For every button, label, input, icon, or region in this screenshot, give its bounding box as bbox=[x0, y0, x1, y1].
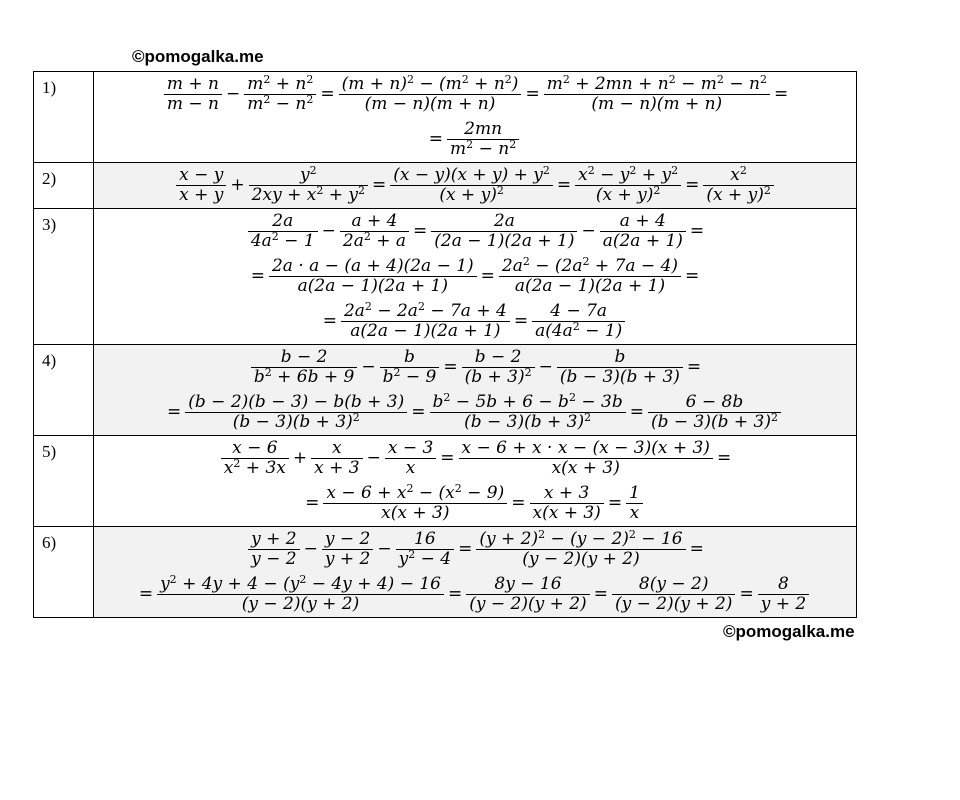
numerator: 8 bbox=[758, 575, 809, 595]
operator: = bbox=[593, 584, 608, 604]
operator: − bbox=[538, 357, 553, 377]
numerator: (b − 2)(b − 3) − b(b + 3) bbox=[185, 393, 407, 413]
operator: = bbox=[629, 402, 644, 422]
numerator: x − 6 bbox=[221, 439, 289, 459]
solution-math bbox=[94, 72, 857, 163]
denominator: y + 2 bbox=[760, 594, 807, 614]
numerator: $x^2$ bbox=[703, 166, 774, 186]
fraction bbox=[340, 212, 409, 251]
denominator: a(2a − 1)(2a + 1) bbox=[514, 276, 666, 296]
fraction bbox=[185, 393, 407, 432]
numerator: $2a^2 - (2a^2 + 7a - 4)$ bbox=[499, 257, 681, 277]
numerator: y − 2 bbox=[322, 530, 373, 550]
fraction bbox=[322, 530, 373, 569]
operator: = bbox=[322, 311, 337, 331]
equation-line bbox=[94, 481, 856, 526]
solution-math bbox=[94, 436, 857, 527]
fraction bbox=[499, 257, 681, 296]
equation-line bbox=[94, 117, 856, 162]
fraction bbox=[221, 439, 289, 478]
denominator: $m^2 - n^2$ bbox=[247, 93, 314, 114]
watermark-bottom: ©pomogalka.me bbox=[723, 622, 855, 641]
solution-math bbox=[94, 527, 857, 618]
denominator: $(b - 3)(b + 3)^2$ bbox=[464, 411, 592, 432]
operator: = bbox=[556, 175, 572, 195]
fraction bbox=[612, 575, 735, 614]
fraction bbox=[164, 75, 222, 114]
operator: = bbox=[250, 266, 265, 286]
fraction bbox=[380, 348, 440, 387]
numerator: a + 4 bbox=[340, 212, 409, 232]
denominator: $a(4a^2 - 1)$ bbox=[535, 320, 623, 341]
numerator: 2mn bbox=[447, 120, 519, 140]
operator: = bbox=[443, 357, 458, 377]
equation-line bbox=[94, 345, 856, 390]
numerator: b − 2 bbox=[462, 348, 535, 368]
denominator: $(x + y)^2$ bbox=[595, 184, 661, 205]
operator: = bbox=[305, 493, 320, 513]
solution-math bbox=[94, 345, 857, 436]
solution-row bbox=[34, 345, 857, 436]
equation-line bbox=[94, 254, 856, 299]
operator: = bbox=[428, 129, 444, 149]
denominator: a(2a + 1) bbox=[602, 231, 683, 251]
denominator: m − n bbox=[166, 94, 219, 114]
fraction bbox=[459, 439, 713, 478]
denominator: (y − 2)(y + 2) bbox=[241, 594, 360, 614]
fraction bbox=[339, 75, 522, 114]
numerator: 2a bbox=[248, 212, 318, 232]
fraction bbox=[758, 575, 809, 614]
denominator: $2xy + x^2 + y^2$ bbox=[251, 184, 365, 205]
solution-math bbox=[94, 163, 857, 209]
operator: − bbox=[225, 84, 241, 104]
numerator: 1 bbox=[626, 484, 643, 504]
fraction bbox=[530, 484, 604, 523]
operator: = bbox=[411, 402, 426, 422]
operator: = bbox=[138, 584, 154, 604]
row-number: 6) bbox=[34, 527, 94, 618]
numerator: $2a^2 - 2a^2 - 7a + 4$ bbox=[341, 302, 510, 322]
fraction bbox=[269, 257, 477, 296]
fraction bbox=[462, 348, 535, 387]
fraction bbox=[385, 439, 436, 478]
denominator: x bbox=[405, 458, 416, 478]
operator: = bbox=[716, 448, 732, 468]
fraction bbox=[557, 348, 683, 387]
equation-line bbox=[94, 527, 856, 572]
numerator: $x^2 - y^2 + y^2$ bbox=[575, 166, 681, 186]
numerator: $x - 6 + x^2 - (x^2 - 9)$ bbox=[323, 484, 507, 504]
operator: = bbox=[511, 493, 526, 513]
denominator: $(x + y)^2$ bbox=[706, 184, 771, 205]
denominator: (y − 2)(y + 2) bbox=[522, 549, 640, 569]
fraction bbox=[244, 75, 316, 114]
fraction bbox=[251, 348, 358, 387]
denominator: a(2a − 1)(2a + 1) bbox=[297, 276, 448, 296]
numerator: 2a bbox=[431, 212, 577, 232]
solution-row bbox=[34, 527, 857, 618]
solution-row bbox=[34, 72, 857, 163]
equation-line bbox=[94, 572, 856, 617]
numerator: 16 bbox=[396, 530, 454, 550]
numerator: $(y + 2)^2 - (y - 2)^2 - 16$ bbox=[476, 530, 685, 550]
equation-line bbox=[94, 299, 856, 344]
operator: = bbox=[320, 84, 335, 104]
operator: = bbox=[686, 357, 702, 377]
denominator: y − 2 bbox=[251, 549, 297, 569]
numerator: $m^2 + 2mn + n^2 - m^2 - n^2$ bbox=[544, 75, 770, 95]
fraction bbox=[626, 484, 643, 523]
denominator: (m − n)(m + n) bbox=[591, 94, 723, 114]
numerator: b bbox=[380, 348, 440, 368]
denominator: $x^2 + 3x$ bbox=[223, 457, 286, 478]
numerator: 4 − 7a bbox=[532, 302, 625, 322]
numerator: y + 2 bbox=[248, 530, 299, 550]
numerator: b bbox=[557, 348, 683, 368]
denominator: (2a − 1)(2a + 1) bbox=[434, 231, 575, 251]
numerator: x bbox=[311, 439, 362, 459]
operator: − bbox=[366, 448, 381, 468]
denominator: (y − 2)(y + 2) bbox=[469, 594, 587, 614]
numerator: $b^2 - 5b + 6 - b^2 - 3b$ bbox=[430, 393, 626, 413]
operator: = bbox=[689, 221, 705, 241]
solutions-table bbox=[33, 71, 857, 618]
denominator: x + 3 bbox=[314, 458, 360, 478]
numerator: 8y − 16 bbox=[466, 575, 589, 595]
denominator: (b − 3)(b + 3) bbox=[559, 367, 680, 387]
equation-line bbox=[94, 72, 856, 117]
fraction bbox=[544, 75, 770, 114]
watermark-top: ©pomogalka.me bbox=[132, 47, 264, 66]
denominator: x bbox=[629, 503, 640, 523]
operator: = bbox=[685, 266, 700, 286]
operator: = bbox=[458, 539, 473, 559]
fraction bbox=[390, 166, 553, 205]
equation-line bbox=[94, 209, 856, 254]
operator: − bbox=[581, 221, 596, 241]
operator: = bbox=[513, 311, 529, 331]
fraction bbox=[341, 302, 510, 341]
operator: = bbox=[447, 584, 463, 604]
fraction bbox=[311, 439, 362, 478]
denominator: y + 2 bbox=[324, 549, 371, 569]
operator: = bbox=[739, 584, 754, 604]
equation-line bbox=[94, 163, 856, 208]
fraction bbox=[600, 212, 686, 251]
operator: + bbox=[230, 175, 245, 195]
fraction bbox=[396, 530, 454, 569]
operator: = bbox=[371, 175, 387, 195]
denominator: x(x + 3) bbox=[551, 458, 620, 478]
numerator: a + 4 bbox=[600, 212, 686, 232]
fraction bbox=[323, 484, 507, 523]
numerator: $(x - y)(x + y) + y^2$ bbox=[390, 166, 553, 186]
row-number: 3) bbox=[34, 209, 94, 345]
fraction bbox=[466, 575, 589, 614]
equation-line bbox=[94, 436, 856, 481]
operator: − bbox=[377, 539, 392, 559]
operator: − bbox=[321, 221, 336, 241]
numerator: x − y bbox=[176, 166, 226, 186]
numerator: b − 2 bbox=[251, 348, 358, 368]
fraction bbox=[447, 120, 519, 159]
denominator: (m − n)(m + n) bbox=[364, 94, 496, 114]
denominator: $4a^2 - 1$ bbox=[250, 230, 315, 251]
denominator: $b^2 + 6b + 9$ bbox=[253, 366, 355, 387]
operator: = bbox=[480, 266, 495, 286]
denominator: (y − 2)(y + 2) bbox=[614, 594, 733, 614]
operator: = bbox=[685, 175, 700, 195]
numerator: x + 3 bbox=[530, 484, 604, 504]
fraction bbox=[431, 212, 577, 251]
fraction bbox=[248, 530, 299, 569]
fraction bbox=[248, 212, 318, 251]
numerator: $y^2$ bbox=[249, 166, 368, 186]
fraction bbox=[157, 575, 444, 614]
operator: = bbox=[689, 539, 704, 559]
operator: + bbox=[292, 448, 308, 468]
denominator: $y^2 - 4$ bbox=[398, 548, 452, 569]
numerator: m + n bbox=[164, 75, 222, 95]
fraction bbox=[430, 393, 626, 432]
numerator: $m^2 + n^2$ bbox=[244, 75, 316, 95]
fraction bbox=[648, 393, 781, 432]
fraction bbox=[575, 166, 681, 205]
operator: = bbox=[440, 448, 455, 468]
numerator: $y^2 + 4y + 4 - (y^2 - 4y + 4) - 16$ bbox=[157, 575, 444, 595]
solution-math bbox=[94, 209, 857, 345]
denominator: x + y bbox=[179, 185, 224, 205]
operator: = bbox=[167, 402, 182, 422]
row-number: 5) bbox=[34, 436, 94, 527]
row-number: 1) bbox=[34, 72, 94, 163]
numerator: 8(y − 2) bbox=[612, 575, 735, 595]
numerator: 2a · a − (a + 4)(2a − 1) bbox=[269, 257, 477, 277]
numerator: 6 − 8b bbox=[648, 393, 781, 413]
fraction bbox=[476, 530, 685, 569]
fraction bbox=[703, 166, 774, 205]
equation-line bbox=[94, 390, 856, 435]
fraction bbox=[532, 302, 625, 341]
fraction bbox=[249, 166, 368, 205]
solution-row bbox=[34, 436, 857, 527]
row-number: 4) bbox=[34, 345, 94, 436]
denominator: $b^2 - 9$ bbox=[382, 366, 437, 387]
operator: = bbox=[773, 84, 789, 104]
denominator: x(x + 3) bbox=[381, 503, 450, 523]
solutions-table-body bbox=[34, 72, 857, 618]
denominator: $(b + 3)^2$ bbox=[464, 366, 532, 387]
denominator: $(x + y)^2$ bbox=[439, 184, 504, 205]
denominator: $(b - 3)(b + 3)^2$ bbox=[232, 411, 360, 432]
fraction bbox=[176, 166, 226, 205]
denominator: $2a^2 + a$ bbox=[342, 230, 407, 251]
solution-row bbox=[34, 209, 857, 345]
numerator: $(m + n)^2 - (m^2 + n^2)$ bbox=[339, 75, 522, 95]
denominator: a(2a − 1)(2a + 1) bbox=[350, 321, 501, 341]
operator: − bbox=[361, 357, 376, 377]
numerator: x − 6 + x · x − (x − 3)(x + 3) bbox=[459, 439, 713, 459]
operator: = bbox=[413, 221, 428, 241]
row-number: 2) bbox=[34, 163, 94, 209]
denominator: $(b - 3)(b + 3)^2$ bbox=[650, 411, 778, 432]
solution-row bbox=[34, 163, 857, 209]
operator: − bbox=[303, 539, 318, 559]
operator: = bbox=[607, 493, 623, 513]
denominator: $m^2 - n^2$ bbox=[450, 138, 517, 159]
denominator: x(x + 3) bbox=[532, 503, 601, 523]
operator: = bbox=[525, 84, 540, 104]
numerator: x − 3 bbox=[385, 439, 436, 459]
